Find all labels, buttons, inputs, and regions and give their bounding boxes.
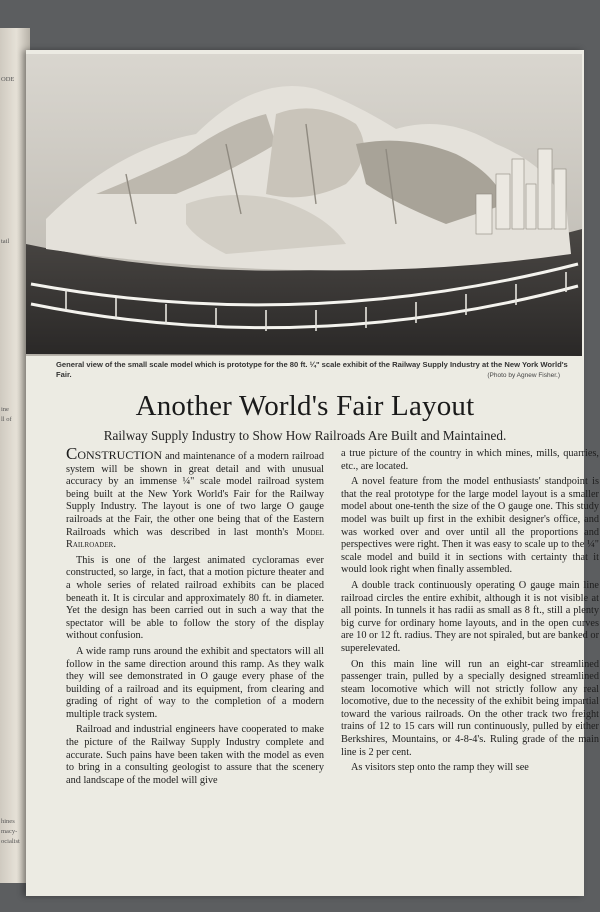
left-page-fragment: ocialist bbox=[1, 838, 20, 845]
drop-cap-word: Construction bbox=[66, 444, 163, 463]
paragraph: Railroad and industrial engineers have cooperated to make the picture of the Railway Supply Industry complete and accurate. Such pains have been taken with the model as even to bring in a consulting geologist to assure that the scenery and landscape of the model will give bbox=[66, 724, 324, 786]
diorama-illustration bbox=[26, 54, 582, 356]
paragraph-text: and maintenance of a modern railroad system will be shown in great detail and with unusual accuracy by an immense ¼" scale model railroad system being built at the New York World's Fair for the Railway Supply Industry. The layout is one of two large O gauge railroads at the Fair, the other one being that of the Eastern Railroads which was described in last month's bbox=[66, 451, 324, 538]
photo-credit: (Photo by Agnew Fisher.) bbox=[487, 372, 560, 379]
left-page-fragment: tail bbox=[1, 238, 10, 245]
paragraph: This is one of the largest animated cycloramas ever constructed, so large, in fact, that a motion picture theater and a whole series of related railroad exhibits can be placed beneath it. It is circular and approximately 80 ft. in diameter. Yet the design has been carried out in such a way that the spectator will be able to follow the story of the display without confusion. bbox=[66, 554, 324, 642]
paragraph: A double track continuously operating O gauge main line railroad circles the entire exhibit, although it is not visible at all points. In tunnels it has radii as small as 8 ft., still a plenty big curve for ordinary home layouts, and in the open curves are 10 or 12 ft. radius. They are not spiraled, but are banked or superelevated. bbox=[341, 579, 599, 654]
photo-caption: General view of the small scale model which is prototype for the 80 ft. ¼" scale exhibit of the Railway Supply Industry at the New York World's Fair. bbox=[56, 360, 568, 379]
left-page-fragment: macy- bbox=[1, 828, 18, 835]
text-column-right bbox=[341, 448, 599, 778]
left-page-fragment: ll of bbox=[1, 416, 12, 423]
paragraph: As visitors step onto the ramp they will see bbox=[351, 762, 529, 774]
left-page-fragment: ODE bbox=[1, 76, 15, 83]
magazine-page bbox=[26, 50, 599, 896]
article-title: Another World's Fair Layout bbox=[135, 390, 475, 422]
paragraph-end: . bbox=[113, 539, 116, 551]
paragraph: A wide ramp runs around the exhibit and spectators will all follow in the same direction around this ramp. As they walk they will see demonstrated in O gauge every phase of the building of a railroad and its equipment, from clearing and grading of right of way to the completion of a modern multiple track system. bbox=[66, 645, 324, 720]
paragraph bbox=[66, 444, 324, 552]
text-column-left bbox=[66, 444, 324, 790]
layout-photo bbox=[26, 54, 582, 356]
paragraph: A novel feature from the model enthusiasts' standpoint is that the real prototype for the large model layout is a smaller model about one-tenth the size of the O gauge one. This study model was built up first in the exhibit designer's office, and was worked over and over until all the proportions and perspectives were right. Then it was easy to scale up to the ¼" scale model and build it in sections with certainty that it would look right when finally assembled. bbox=[341, 476, 599, 576]
left-page-fragment: hines bbox=[1, 818, 15, 825]
paragraph: On this main line will run an eight-car streamlined passenger train, pulled by a specially designed streamlined steam locomotive which will not strictly follow any real locomotive, due to the necessity of the exhibit being impartial toward the various railroads. On the other track two freight trains of 12 to 15 cars will run continuously, pulled by either Berkshires, Mountains, or 4-8-4's. Ruling grade of the main line is 2 per cent. bbox=[341, 658, 599, 758]
paragraph: a true picture of the country in which mines, mills, quarries, etc., are located. bbox=[341, 448, 599, 472]
magazine-name: Model Railroader bbox=[66, 526, 324, 551]
article-subtitle: Railway Supply Industry to Show How Railroads Are Built and Maintained. bbox=[103, 428, 507, 443]
left-page-fragment: ine bbox=[1, 406, 9, 413]
